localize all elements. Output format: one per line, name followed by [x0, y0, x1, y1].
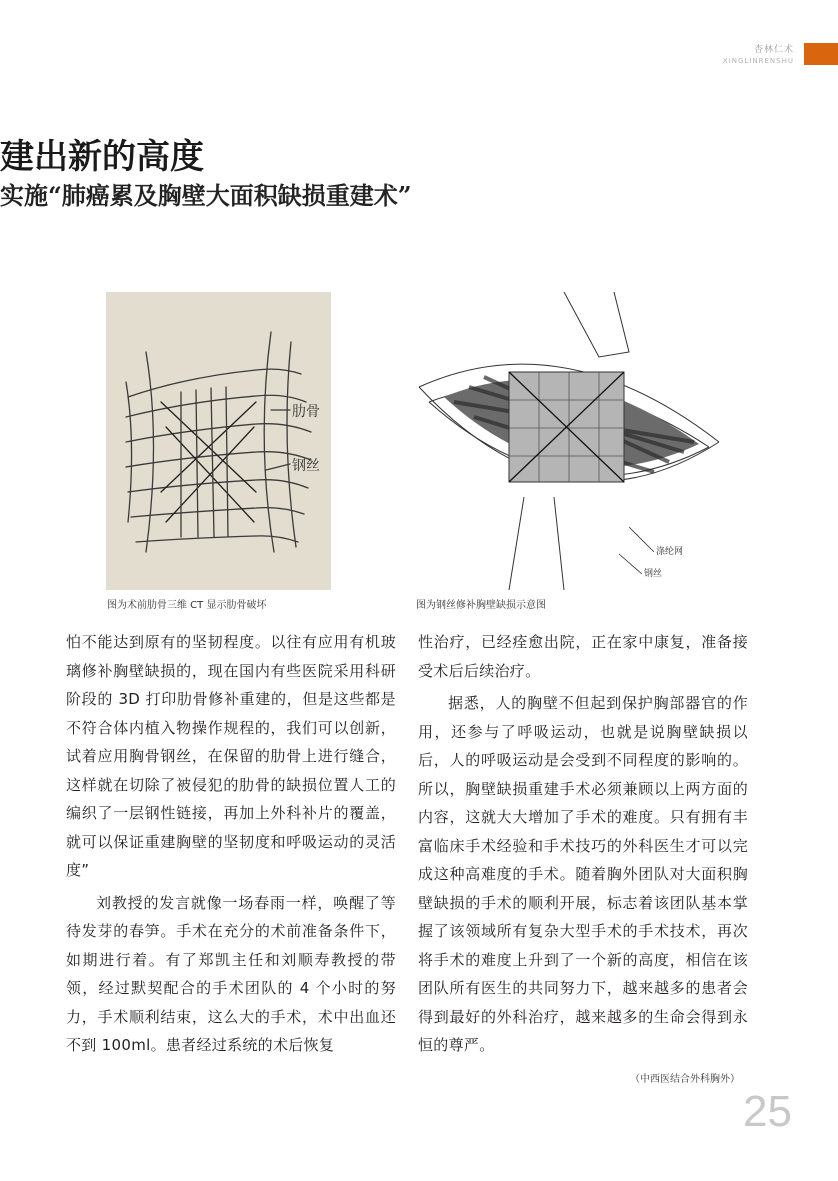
magazine-brand: [723, 45, 794, 66]
brand-name-en: XINGLINRENSHU: [722, 57, 794, 65]
label-mesh: 涤纶网: [656, 547, 684, 557]
article-source: （中西医结合外科胸外）: [630, 1074, 740, 1085]
label-rib: 肋骨: [292, 404, 320, 420]
label-wire-2: 钢丝: [644, 569, 663, 579]
figure-wire-repair-diagram: [414, 292, 724, 590]
brand-color-tab: [804, 43, 838, 65]
figure-rib-ct-sketch: [106, 292, 331, 590]
paragraph: 据悉，人的胸壁不但起到保护胸部器官的作用，还参与了呼吸运动，也就是说胸壁缺损以后，人的呼吸运动是会受到不同程度的影响的。所以，胸壁缺损重建手术必须兼顾以上两方面的内容，这就大大增加了手术的难度。只有拥有丰富临床手术经验和手术技巧的外科医生才可以完成这种高难度的手术。随着胸外团队对大面积胸壁缺损的手术的顺利开展，标志着该团队基本掌握了该领域所有复杂大型手术的手术技术，再次将手术的难度上升到了一个新的高度，相信在该团队所有医生的共同努力下，越来越多的患者会得到最好的外科治疗，越来越多的生命会得到永恒的尊严。: [418, 694, 748, 1054]
article-subtitle: 实施“肺癌累及胸壁大面积缺损重建术”: [0, 181, 412, 210]
figure-caption-1: 图为术前肋骨三维 CT 显示肋骨破坏: [107, 600, 267, 611]
article-title: 建出新的高度: [0, 137, 204, 177]
page-number: 25: [743, 1087, 792, 1136]
figure-caption-2: 图为钢丝修补胸壁缺损示意图: [416, 600, 546, 611]
label-wire: 钢丝: [292, 458, 320, 474]
paragraph: 性治疗，已经痊愈出院，正在家中康复，准备接受术后后续治疗。: [418, 633, 748, 680]
body-column-right: [418, 628, 748, 1060]
paragraph: 刘教授的发言就像一场春雨一样，唤醒了等待发芽的春笋。手术在充分的术前准备条件下，如期进行着。有了郑凯主任和刘顺寿教授的带领，经过默契配合的手术团队的 4 个小时的努力，手术顺利结束，这么大的手术，术中出血还不到 100ml。患者经过系统的术后恢复: [66, 893, 396, 1054]
wire-repair-diagram-image: [414, 292, 724, 590]
rib-sketch-image: [106, 292, 331, 590]
body-column-left: [66, 628, 396, 1060]
paragraph: 怕不能达到原有的坚韧程度。以往有应用有机玻璃修补胸壁缺损的，现在国内有些医院采用科研阶段的 3D 打印肋骨修补重建的，但是这些都是不符合体内植入物操作规程的，我们可以创新，试着应用胸骨钢丝，在保留的肋骨上进行缝合，这样就在切除了被侵犯的肋骨的缺损位置人工的编织了一层钢性链接，再加上外科补片的覆盖，就可以保证重建胸壁的坚韧度和呼吸运动的灵活度”: [66, 633, 396, 879]
brand-name-cn: 杏林仁术: [753, 45, 794, 55]
